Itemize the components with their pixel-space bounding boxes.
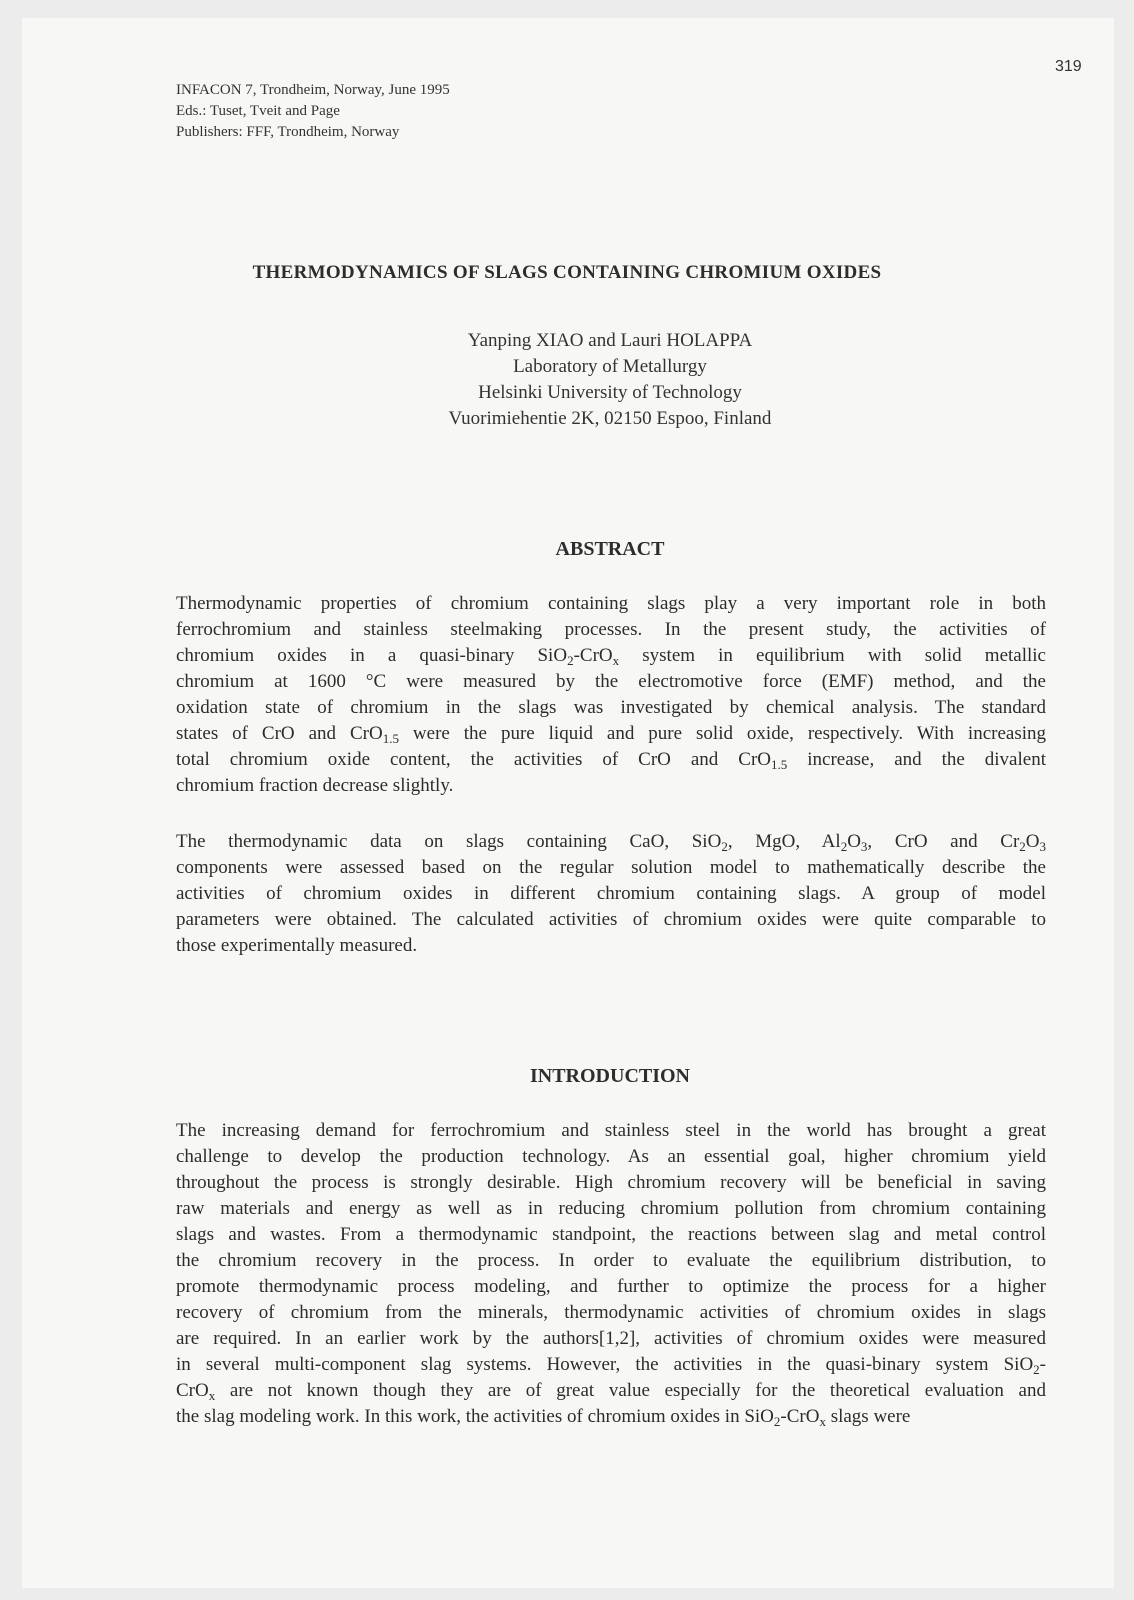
text-line: components were assessed based on the regular solution model to mathematically describe the	[176, 857, 1046, 878]
text-line: The increasing demand for ferrochromium and stainless steel in the world has brought a great	[176, 1120, 1046, 1141]
text-line: activities of chromium oxides in different chromium containing slags. A group of model	[176, 883, 1046, 904]
text-line: challenge to develop the production technology. As an essential goal, higher chromium yield	[176, 1146, 1046, 1167]
text-line: CrO$_x$ are not known though they are of great value especially for the theoretical evaluation and	[176, 1380, 1046, 1403]
text-line: in several multi-component slag systems. However, the activities in the quasi-binary system SiO$_2$-	[176, 1354, 1046, 1377]
author-names: Yanping XIAO and Lauri HOLAPPA	[467, 330, 753, 351]
text-line: the slag modeling work. In this work, the activities of chromium oxides in SiO$_2$-CrO$_x$ slags were	[176, 1406, 911, 1429]
text-line: raw materials and energy as well as in reducing chromium pollution from chromium containing	[176, 1198, 1046, 1219]
affiliation-address: Vuorimiehentie 2K, 02150 Espoo, Finland	[448, 408, 772, 429]
text-line: total chromium oxide content, the activities of CrO and CrO$_{1.5}$ increase, and the divalent	[176, 749, 1046, 772]
text-line: the chromium recovery in the process. In order to evaluate the equilibrium distribution, to	[176, 1250, 1046, 1271]
text-line: parameters were obtained. The calculated activities of chromium oxides were quite comparable to	[176, 909, 1046, 930]
abstract-paragraph-1	[176, 591, 1046, 799]
text-line: those experimentally measured.	[176, 935, 418, 956]
introduction-heading: INTRODUCTION	[529, 1065, 691, 1087]
conference-header	[176, 80, 450, 143]
paper-title: THERMODYNAMICS OF SLAGS CONTAINING CHROMIUM OXIDES	[252, 262, 882, 283]
text-line: oxidation state of chromium in the slags was investigated by chemical analysis. The standard	[176, 697, 1046, 718]
affiliation-university: Helsinki University of Technology	[478, 382, 742, 403]
text-line: recovery of chromium from the minerals, thermodynamic activities of chromium oxides in slags	[176, 1302, 1046, 1323]
header-line: INFACON 7, Trondheim, Norway, June 1995	[176, 82, 450, 98]
header-line: Publishers: FFF, Trondheim, Norway	[176, 124, 400, 140]
header-line: Eds.: Tuset, Tveit and Page	[176, 103, 340, 119]
text-line: are required. In an earlier work by the authors[1,2], activities of chromium oxides were measured	[176, 1328, 1046, 1349]
introduction-paragraph-1	[176, 1118, 1046, 1430]
author-block	[0, 328, 1134, 432]
text-line: throughout the process is strongly desirable. High chromium recovery will be beneficial in saving	[176, 1172, 1046, 1193]
abstract-paragraph-2	[176, 829, 1046, 959]
text-line: chromium at 1600 °C were measured by the electromotive force (EMF) method, and the	[176, 671, 1046, 692]
text-line: chromium fraction decrease slightly.	[176, 775, 454, 796]
text-line: slags and wastes. From a thermodynamic standpoint, the reactions between slag and metal control	[176, 1224, 1046, 1245]
affiliation-lab: Laboratory of Metallurgy	[513, 356, 707, 377]
page-number: 319	[1055, 58, 1082, 75]
abstract-heading: ABSTRACT	[555, 538, 665, 560]
text-line: The thermodynamic data on slags containing CaO, SiO$_2$, MgO, $Al_2O_3$, CrO and $Cr_2O_3$	[176, 831, 1047, 854]
text-line: states of CrO and CrO$_{1.5}$ were the pure liquid and pure solid oxide, respectively. With increasing	[176, 723, 1046, 746]
text-line: ferrochromium and stainless steelmaking processes. In the present study, the activities of	[176, 619, 1046, 640]
text-line: Thermodynamic properties of chromium containing slags play a very important role in both	[176, 593, 1046, 614]
text-line: chromium oxides in a quasi-binary SiO$_2$-CrO$_x$ system in equilibrium with solid metallic	[176, 645, 1046, 668]
text-line: promote thermodynamic process modeling, and further to optimize the process for a higher	[176, 1276, 1046, 1297]
